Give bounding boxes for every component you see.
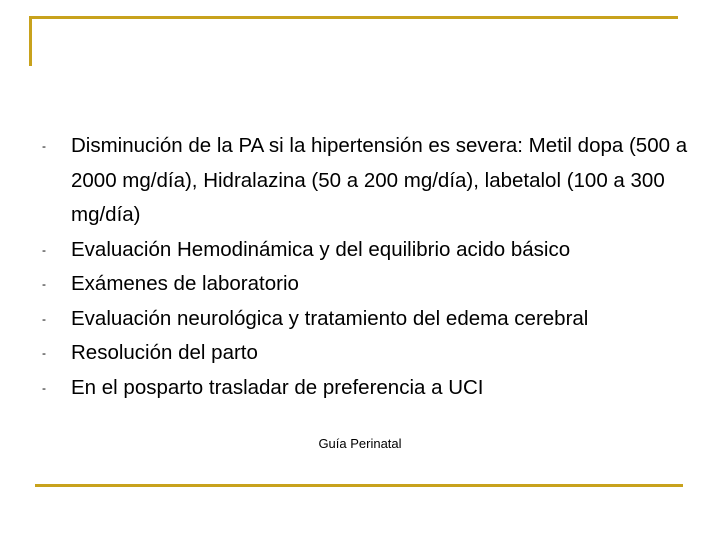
- left-decorative-rule: [29, 16, 32, 66]
- bullet-text: Resolución del parto: [71, 341, 258, 364]
- bullet-item: [42, 336, 692, 371]
- bullet-item: [42, 371, 692, 406]
- bullet-text: En el posparto trasladar de preferencia a UCI: [71, 375, 484, 399]
- bullet-dash-icon: -: [42, 242, 46, 257]
- bullet-item: [42, 302, 692, 337]
- bullet-text: Evaluación neurológica y tratamiento del edema cerebral: [71, 306, 589, 330]
- bullet-text: Disminución de la PA si la hipertensión es severa: Metil dopa (500 a 2000 mg/día), Hidralazina (50 a 200 mg/día), labetalol (100 a 300 mg/día): [71, 134, 688, 226]
- bullet-item: [42, 129, 692, 233]
- bullet-dash-icon: -: [42, 139, 46, 153]
- bullet-dash-icon: -: [42, 277, 46, 291]
- bullet-text: Evaluación Hemodinámica y del equilibrio acido básico: [71, 237, 571, 261]
- bottom-decorative-rule: [35, 484, 683, 487]
- top-decorative-rule: [29, 16, 678, 19]
- bullet-item: [42, 233, 692, 268]
- bullet-dash-icon: -: [42, 380, 46, 395]
- bullet-text: Exámenes de laboratorio: [71, 272, 299, 295]
- footer-source: Guía Perinatal: [318, 436, 402, 451]
- bullet-dash-icon: -: [42, 311, 46, 326]
- bullet-dash-icon: -: [42, 346, 46, 360]
- bullet-list: [42, 129, 692, 405]
- bullet-item: [42, 267, 692, 302]
